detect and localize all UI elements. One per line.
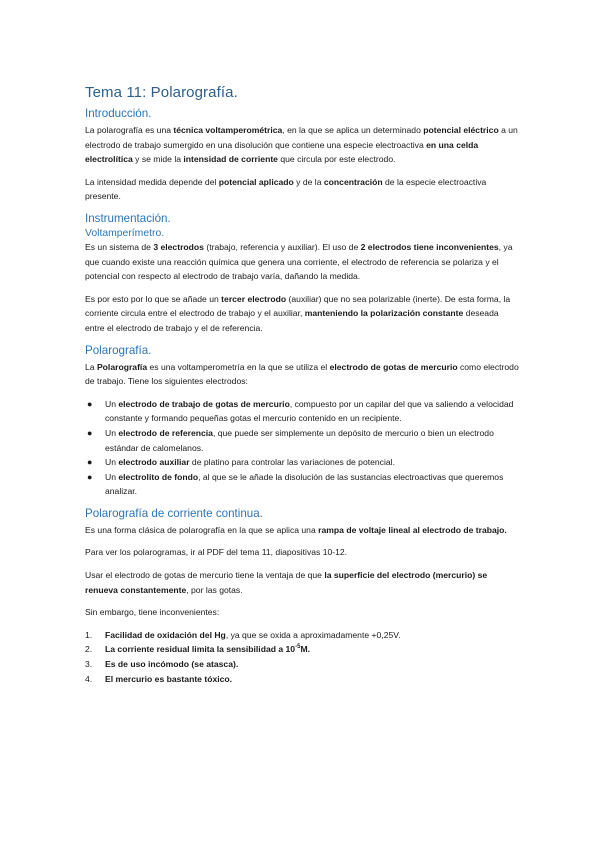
text-run: La polarografía es una xyxy=(85,125,174,135)
text-run: Es un sistema de xyxy=(85,241,154,252)
text-run: Un xyxy=(105,457,119,468)
text-run: Un xyxy=(105,471,119,482)
list-item xyxy=(85,455,520,470)
text-run: , que puede ser simplemente un depósito de mercurio o bien un electrodo estándar de calomelanos. xyxy=(105,427,494,453)
text-run: Es una forma clásica de polarografía en la que se aplica una xyxy=(85,524,319,535)
text-run: de platino para controlar las variaciones de potencial. xyxy=(189,457,395,468)
text-run: , por las gotas. xyxy=(186,584,243,595)
paragraph-corriente-1 xyxy=(85,523,520,538)
text-run: La intensidad medida depende del xyxy=(85,176,219,187)
text-run: Es por esto por lo que se añade un xyxy=(85,293,222,304)
text-run: Un xyxy=(105,427,119,438)
paragraph-intro-1 xyxy=(85,123,520,167)
list-item xyxy=(85,426,520,455)
text-run: de la especie electroactiva presente. xyxy=(85,176,487,202)
bold-run: en una celda electrolítica xyxy=(85,139,479,165)
bold-run: M. xyxy=(300,644,310,655)
paragraph-polarografia-1 xyxy=(85,360,520,389)
bullet-icon: ● xyxy=(87,398,93,409)
document-page xyxy=(85,84,520,686)
bold-run: potencial eléctrico xyxy=(423,125,499,135)
bold-run: electrodo auxiliar xyxy=(118,457,190,468)
text-run: , compuesto por un capilar del que va saliendo a velocidad constante y formando pequeñas gotas el mercurio contenido en un recipiente. xyxy=(105,398,514,424)
list-item xyxy=(85,672,520,687)
list-number: 1. xyxy=(85,629,93,640)
bold-run: técnica voltamperométrica xyxy=(173,125,283,135)
text-run: , ya que cuando existe una reacción química que genera una corriente, el electrodo de referencia se polariza y el potencial con respecto al electrodo de trabajo varía, dañando la medida. xyxy=(85,241,513,282)
text-run: que circula por este electrodo. xyxy=(277,154,396,165)
drawbacks-list xyxy=(85,628,520,686)
bold-run: 2 electrodos tiene inconvenientes xyxy=(360,241,499,252)
bold-run: La corriente residual limita la sensibilidad a 10 xyxy=(105,644,296,655)
paragraph-instrumentacion-1 xyxy=(85,240,520,284)
text-run: La xyxy=(85,361,97,372)
bullet-icon: ● xyxy=(87,471,93,482)
page-title: Tema 11: Polarografía. xyxy=(85,84,238,101)
list-item xyxy=(85,642,520,657)
bold-run: electrodo de gotas de mercurio xyxy=(329,361,458,372)
bold-run: potencial aplicado xyxy=(218,176,294,187)
bold-run: electrodo de trabajo de gotas de mercurio xyxy=(118,398,290,409)
text-run: y se mide la xyxy=(132,154,184,165)
text-run: y de la xyxy=(293,176,324,187)
bold-run: electrolito de fondo xyxy=(118,471,199,482)
text-run: , al que se le añade la disolución de las sustancias electroactivas que queremos analizar. xyxy=(105,471,504,497)
text-run: , ya que se oxida a aproximadamente +0,25V. xyxy=(225,629,401,640)
superscript: -5 xyxy=(295,644,301,651)
bold-run: 3 electrodos xyxy=(153,241,204,252)
heading-polarografia: Polarografía. xyxy=(85,343,152,357)
heading-introduccion: Introducción. xyxy=(85,107,152,120)
bold-run: Es de uso incómodo (se atasca). xyxy=(105,659,239,670)
list-item xyxy=(85,397,520,426)
bold-run: tercer electrodo xyxy=(221,293,287,304)
bold-run: El mercurio es bastante tóxico. xyxy=(105,673,233,684)
text-run: deseada entre el electrodo de trabajo y el de referencia. xyxy=(85,308,499,333)
bold-run: rampa de voltaje lineal al electrodo de trabajo. xyxy=(318,524,507,535)
list-number: 3. xyxy=(85,659,93,670)
paragraph-corriente-4: Sin embargo, tiene inconvenientes: xyxy=(85,607,220,618)
bold-run: la superficie del electrodo (mercurio) se renueva constantemente xyxy=(85,570,488,595)
list-item xyxy=(85,628,520,643)
bold-run: manteniendo la polarización constante xyxy=(304,308,464,319)
bold-run: Facilidad de oxidación del Hg xyxy=(105,629,226,640)
subheading-voltamperimetro: Voltamperímetro. xyxy=(85,227,165,239)
paragraph-intro-2 xyxy=(85,175,520,204)
bold-run: intensidad de corriente xyxy=(183,154,278,165)
bullet-icon: ● xyxy=(87,427,93,438)
electrodes-list xyxy=(85,397,520,499)
text-run: como electrodo de trabajo. Tiene los siguientes electrodos: xyxy=(85,361,519,387)
heading-corriente-continua: Polarografía de corriente continua. xyxy=(85,506,263,520)
bold-run: electrodo de referencia xyxy=(118,427,213,438)
heading-instrumentacion: Instrumentación. xyxy=(85,211,171,225)
list-item xyxy=(85,470,520,499)
list-number: 2. xyxy=(85,644,93,655)
paragraph-corriente-2: Para ver los polarogramas, ir al PDF del tema 11, diapositivas 10-12. xyxy=(85,547,348,558)
bullet-icon: ● xyxy=(87,457,93,468)
list-number: 4. xyxy=(85,673,93,684)
bold-run: Polarografía xyxy=(96,361,148,372)
text-run: Un xyxy=(105,398,119,409)
text-run: a un electrodo de trabajo sumergido en una disolución que contiene una especie electroactiva xyxy=(85,125,518,150)
text-run: es una voltamperometría en la que se utiliza el xyxy=(147,361,330,372)
text-run: (auxiliar) que no sea polarizable (inerte). De esta forma, la corriente circula entre el electrodo de trabajo y el auxiliar, xyxy=(85,293,511,319)
list-item xyxy=(85,657,520,672)
text-run: , en la que se aplica un determinado xyxy=(282,125,424,135)
text-run: (trabajo, referencia y auxiliar). El uso de xyxy=(203,241,361,252)
text-run: Usar el electrodo de gotas de mercurio tiene la ventaja de que xyxy=(85,570,325,581)
paragraph-instrumentacion-2 xyxy=(85,292,520,336)
paragraph-corriente-3 xyxy=(85,568,520,597)
bold-run: concentración xyxy=(323,176,383,187)
